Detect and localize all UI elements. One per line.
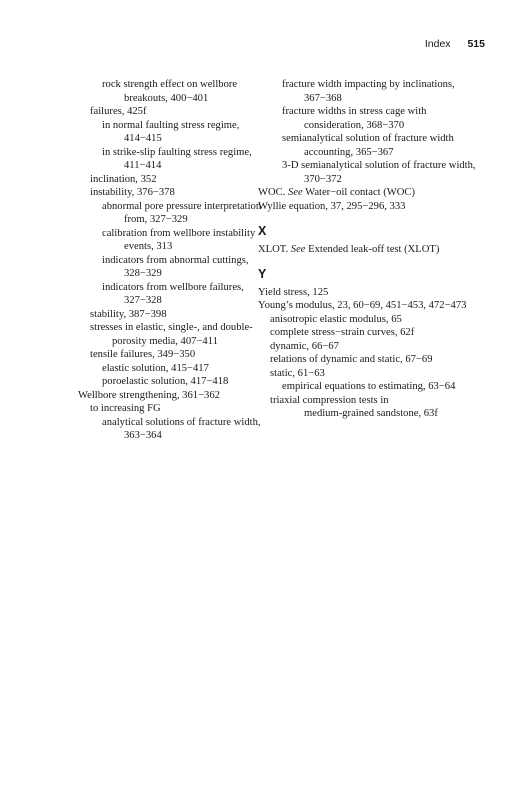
index-section-x-entries: [258, 243, 488, 257]
index-entry: anisotropic elastic modulus, 65: [270, 313, 402, 325]
index-entry: tensile failures, 349−350: [90, 349, 196, 360]
index-entry: indicators from abnormal cuttings, 328−329: [102, 254, 249, 279]
index-entry: 3-D semianalytical solution of fracture width, 370−372: [282, 160, 476, 185]
index-entry: calibration from wellbore instability events, 313: [102, 227, 256, 252]
index-column-left: [78, 78, 278, 443]
index-entry: failures, 425f: [90, 106, 147, 117]
index-entry: in normal faulting stress regime, 414−415: [102, 119, 240, 144]
index-entry: medium-grained sandstone, 63f: [304, 408, 438, 419]
index-entry: XLOT. See Extended leak-off test (XLOT): [258, 243, 440, 255]
index-entry: empirical equations to estimating, 63−64: [282, 381, 456, 392]
index-entry: Wellbore strengthening, 361−362: [78, 389, 220, 401]
index-entry: to increasing FG: [90, 403, 161, 414]
index-entry: instability, 376−378: [90, 187, 175, 198]
index-entry: abnormal pore pressure interpretation from, 327−329: [102, 200, 262, 225]
index-section-y-entries: [258, 286, 488, 421]
index-entry: semianalytical solution of fracture width accounting, 365−367: [282, 133, 454, 158]
index-entry: static, 61−63: [270, 367, 325, 379]
index-entry: fracture width impacting by inclinations, 367−368: [282, 79, 455, 104]
index-entry: elastic solution, 415−417: [102, 362, 209, 374]
index-letter-heading-x: X: [258, 224, 267, 238]
index-entry: inclination, 352: [90, 173, 157, 185]
index-entry: in strike-slip faulting stress regime, 411−414: [102, 146, 252, 171]
index-entry: fracture widths in stress cage with consideration, 368−370: [282, 106, 427, 131]
index-entry: rock strength effect on wellbore breakouts, 400−401: [102, 79, 238, 104]
index-entry: Young’s modulus, 23, 60−69, 451−453, 472−473: [258, 300, 467, 311]
page-number: 515: [467, 38, 485, 50]
index-entry: WOC. See Water−oil contact (WOC): [258, 187, 416, 198]
index-entry: triaxial compression tests in: [270, 394, 389, 406]
index-entry: poroelastic solution, 417−418: [102, 376, 229, 387]
index-entry: stresses in elastic, single-, and double-porosity media, 407−411: [90, 322, 253, 347]
index-entry: dynamic, 66−67: [270, 340, 339, 352]
index-entry: stability, 387−398: [90, 308, 167, 320]
index-entry: indicators from wellbore failures, 327−328: [102, 281, 244, 306]
running-header-section: Index: [424, 38, 451, 50]
index-entry: relations of dynamic and static, 67−69: [270, 354, 433, 365]
running-header: [425, 38, 485, 50]
index-letter-heading-y: Y: [258, 267, 267, 281]
index-entry: complete stress−strain curves, 62f: [270, 327, 415, 338]
index-entry: analytical solutions of fracture width, 363−364: [102, 416, 261, 441]
index-continuation-block: [258, 78, 488, 213]
index-column-right: [258, 78, 488, 421]
index-entry: Yield stress, 125: [258, 286, 329, 298]
index-entry: Wyllie equation, 37, 295−296, 333: [258, 200, 406, 212]
